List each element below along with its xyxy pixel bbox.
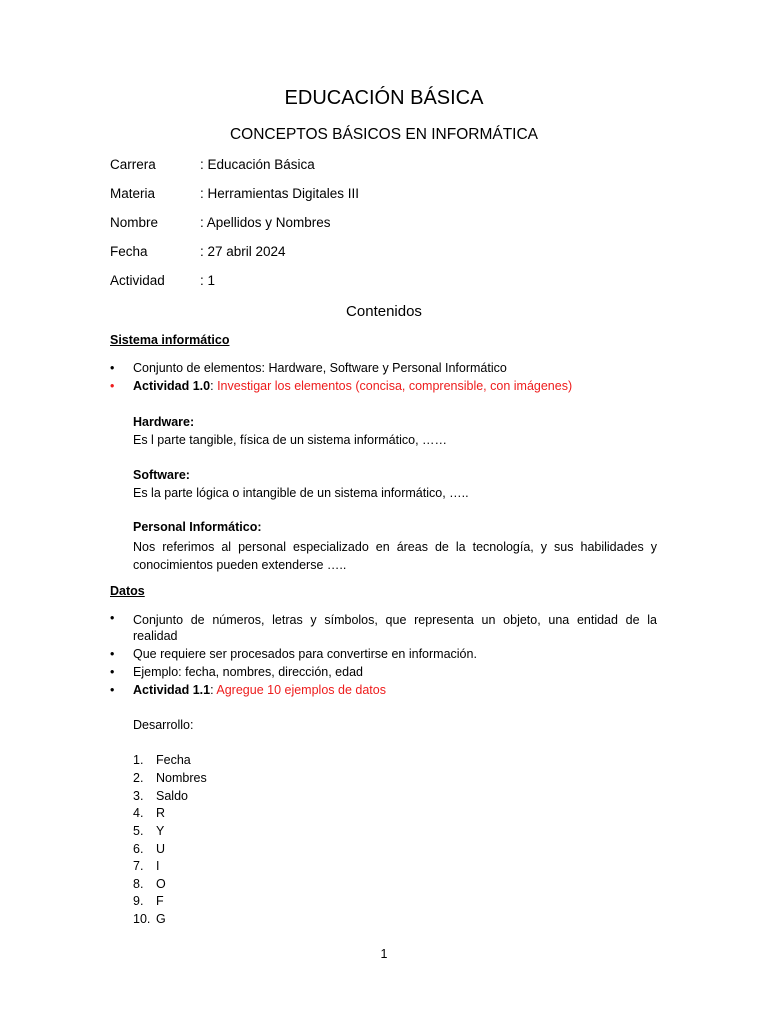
personal-title: Personal Informático: [133, 520, 262, 534]
list-item: F [156, 894, 164, 908]
bullet-icon: • [110, 665, 115, 679]
development-label: Desarrollo: [133, 718, 194, 732]
list-number: 10. [133, 912, 151, 926]
list-item: R [156, 806, 166, 820]
activity-1-1 [133, 683, 386, 697]
info-label-carrera: Carrera [110, 157, 156, 172]
list-item: Nombres [156, 771, 207, 785]
bullet-procesados: Que requiere ser procesados para convertirse en información. [133, 647, 477, 661]
info-value-carrera: : Educación Básica [200, 157, 315, 172]
software-title: Software: [133, 468, 190, 482]
bullet-datos-definicion-line2: realidad [133, 629, 178, 643]
bullet-datos-definicion-line1: Conjunto de números, letras y símbolos, que representa un objeto, una entidad de la [133, 613, 657, 627]
activity-1-0 [133, 379, 572, 393]
list-item: I [156, 859, 160, 873]
list-item: Saldo [156, 789, 188, 803]
bullet-icon: • [110, 683, 115, 697]
activity-label: Actividad 1.0 [133, 379, 211, 393]
personal-text-line1: Nos referimos al personal especializado en áreas de la tecnología, y sus habilidades y [133, 540, 657, 554]
hardware-text: Es l parte tangible, física de un sistema informático, …… [133, 433, 448, 447]
bullet-icon: • [110, 647, 115, 661]
info-value-nombre: : Apellidos y Nombres [200, 215, 331, 230]
activity-text: Agregue 10 ejemplos de datos [213, 683, 386, 697]
personal-text-line2: conocimientos pueden extenderse ….. [133, 558, 347, 572]
bullet-elementos: Conjunto de elementos: Hardware, Software y Personal Informático [133, 361, 507, 375]
info-value-materia: : Herramientas Digitales III [200, 186, 360, 201]
list-item: G [156, 912, 166, 926]
info-value-actividad: : 1 [200, 273, 216, 288]
list-number: 4. [133, 806, 144, 820]
activity-label: Actividad 1.1 [133, 683, 211, 697]
list-number: 6. [133, 842, 144, 856]
activity-colon: : [210, 683, 214, 697]
bullet-icon: • [110, 361, 115, 375]
info-label-fecha: Fecha [110, 244, 148, 259]
section-heading-sistema: Sistema informático [110, 333, 230, 347]
info-label-nombre: Nombre [110, 215, 159, 230]
activity-text: Investigar los elementos (concisa, comprensible, con imágenes) [213, 379, 573, 393]
software-text: Es la parte lógica o intangible de un sistema informático, ….. [133, 486, 469, 500]
list-number: 3. [133, 789, 144, 803]
section-heading-datos: Datos [110, 584, 145, 598]
contents-heading: Contenidos [346, 303, 422, 320]
list-number: 2. [133, 771, 144, 785]
info-label-materia: Materia [110, 186, 156, 201]
list-item: Y [156, 824, 165, 838]
hardware-title: Hardware: [133, 415, 195, 429]
list-number: 8. [133, 877, 144, 891]
info-value-fecha: : 27 abril 2024 [200, 244, 286, 259]
document-subtitle: CONCEPTOS BÁSICOS EN INFORMÁTICA [229, 126, 539, 143]
list-number: 7. [133, 859, 144, 873]
bullet-ejemplo: Ejemplo: fecha, nombres, dirección, edad [133, 665, 363, 679]
list-number: 5. [133, 824, 144, 838]
activity-colon: : [210, 379, 214, 393]
list-item: U [156, 842, 166, 856]
list-number: 1. [133, 753, 144, 767]
list-number: 9. [133, 894, 144, 908]
document-title: EDUCACIÓN BÁSICA [284, 87, 484, 109]
bullet-icon: • [110, 611, 115, 625]
list-item: O [156, 877, 166, 891]
list-item: Fecha [156, 753, 191, 767]
page-number: 1 [380, 947, 388, 961]
bullet-icon: • [110, 379, 115, 393]
info-label-actividad: Actividad [110, 273, 165, 288]
